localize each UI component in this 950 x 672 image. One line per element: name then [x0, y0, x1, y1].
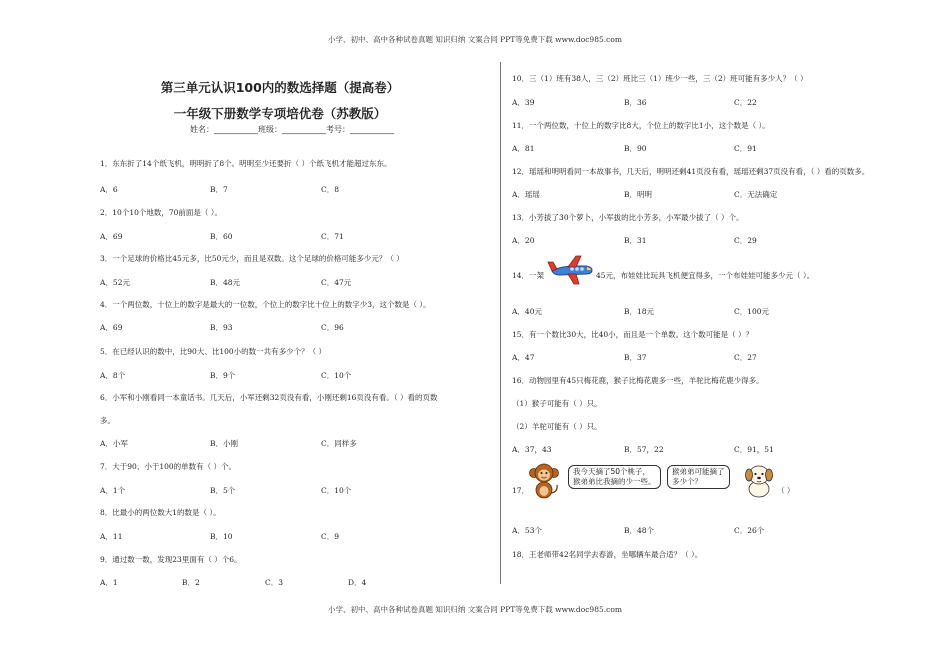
- q8-option-c: C．9: [321, 532, 340, 541]
- monkey-speech-line-1: 我今天摘了50个桃子，: [573, 467, 651, 476]
- q13-option-a: A．20: [512, 236, 535, 245]
- question-2: 2．10个10个地数，70前面是（ ）。: [100, 208, 223, 217]
- q5-option-b: B．9个: [210, 371, 236, 380]
- question-7: 7．大于90、小于100的单数有（ ）个。: [100, 462, 237, 471]
- q1-option-a: A．6: [100, 185, 118, 194]
- q12-option-c: C．无法确定: [734, 190, 778, 199]
- q1-option-c: C．8: [321, 185, 340, 194]
- question-13: 13．小芳拔了30个萝卜，小军拔的比小芳多，小军最少拔了（ ）个。: [512, 213, 744, 222]
- q5-option-c: C．10个: [321, 371, 352, 380]
- dog-speech-bubble: [667, 465, 730, 489]
- q14-option-a: A．40元: [512, 307, 542, 316]
- q9-option-d: D．4: [348, 578, 367, 587]
- student-info-line: 姓名：___________班级：___________考号：___________: [190, 125, 394, 134]
- q7-option-a: A．1个: [100, 486, 126, 495]
- question-16: 16．动物园里有45只梅花鹿，猴子比梅花鹿多一些，羊驼比梅花鹿少得多。: [512, 376, 764, 385]
- question-5: 5．在已经认识的数中，比90大、比100小的数一共有多少个？（ ）: [100, 347, 327, 356]
- q9-option-c: C．3: [265, 578, 284, 587]
- q1-option-b: B．7: [210, 185, 228, 194]
- q17-option-a: A．53个: [512, 526, 542, 535]
- question-6-cont: 多。: [100, 416, 115, 425]
- q3-option-c: C．47元: [321, 278, 352, 287]
- q14-option-b: B．18元: [624, 307, 655, 316]
- question-17-paren: （ ）: [777, 486, 795, 495]
- q16-option-c: C．91，51: [734, 445, 774, 454]
- q6-option-c: C．同样多: [321, 439, 357, 448]
- question-11: 11．一个两位数，十位上的数字比8大，个位上的数字比1小，这个数是（ ）。: [512, 121, 770, 130]
- question-18: 18．王老师带42名同学去春游，坐哪辆车最合适？（ ）。: [512, 550, 703, 559]
- question-17-label: 17．: [512, 486, 530, 495]
- page-footer: 小学、初中、高中各种试卷真题 知识归纳 文案合同 PPT等免费下载 www.doc985.com: [328, 605, 622, 614]
- question-12: 12．瑶瑶和明明看同一本故事书，几天后，明明还剩41页没有看，瑶瑶还剩37页没有看，（ ）看的页数多。: [512, 167, 870, 176]
- monkey-speech-bubble: [568, 465, 661, 489]
- question-14-end: 45元，布娃娃比玩具飞机便宜得多，一个布娃娃可能多少元（ ）。: [596, 271, 815, 280]
- question-10: 10．三（1）班有38人，三（2）班比三（1）班少一些，三（2）班可能有多少人？（ ）: [512, 74, 808, 83]
- q11-option-c: C．91: [734, 144, 757, 153]
- question-4: 4．一个两位数，十位上的数字是最大的一位数，个位上的数字比十位上的数字少3，这个数是（ ）。: [100, 300, 431, 309]
- q8-option-a: A．11: [100, 532, 123, 541]
- q13-option-b: B．31: [624, 236, 647, 245]
- toy-airplane-image: [546, 253, 594, 287]
- q11-option-b: B．90: [624, 144, 647, 153]
- q16-option-b: B．57，22: [624, 445, 664, 454]
- q17-option-b: B．48个: [624, 526, 655, 535]
- q14-option-c: C．100元: [734, 307, 770, 316]
- question-3: 3．一个足球的价格比45元多，比50元少，而且是双数。这个足球的价格可能多少元？（ ）: [100, 254, 404, 263]
- q15-option-c: C．27: [734, 353, 757, 362]
- puppy-image: [743, 462, 775, 498]
- q9-option-b: B．2: [182, 578, 200, 587]
- page-subtitle: 一年级下册数学专项培优卷（苏教版）: [173, 106, 387, 121]
- q13-option-c: C．29: [734, 236, 757, 245]
- q15-option-a: A．47: [512, 353, 535, 362]
- question-1: 1．东东折了14个纸飞机，明明折了8个。明明至少还要折（ ）个纸飞机才能超过东东。: [100, 159, 392, 168]
- q4-option-b: B．93: [210, 323, 233, 332]
- q10-option-a: A．39: [512, 98, 535, 107]
- q7-option-c: C．10个: [321, 486, 352, 495]
- q5-option-a: A．8个: [100, 371, 126, 380]
- question-9: 9．通过数一数，发现23里面有（ ）个6。: [100, 555, 242, 564]
- q9-option-a: A．1: [100, 578, 118, 587]
- question-15: 15．有一个数比30大，比40小，而且是一个单数。这个数可能是（ ）？: [512, 330, 754, 339]
- question-8: 8．比最小的两位数大1的数是（ ）。: [100, 508, 221, 517]
- q12-option-a: A．瑶瑶: [512, 190, 540, 199]
- page-header: 小学、初中、高中各种试卷真题 知识归纳 文案合同 PPT等免费下载 www.doc985.com: [328, 35, 622, 44]
- q15-option-b: B．37: [624, 353, 647, 362]
- q2-option-a: A．69: [100, 232, 123, 241]
- q7-option-b: B．5个: [210, 486, 236, 495]
- question-16-sub2: （2）羊驼可能有（ ）只。: [512, 422, 602, 431]
- question-16-sub1: （1）猴子可能有（ ）只。: [512, 399, 602, 408]
- q12-option-b: B．明明: [624, 190, 653, 199]
- q16-option-a: A．37，43: [512, 445, 552, 454]
- column-divider: [500, 62, 501, 584]
- dog-speech-line-2: 多少个？: [672, 477, 702, 486]
- q10-option-b: B．36: [624, 98, 647, 107]
- q3-option-a: A．52元: [100, 278, 130, 287]
- q4-option-c: C．96: [321, 323, 344, 332]
- monkey-image: [528, 462, 560, 500]
- q10-option-c: C．22: [734, 98, 757, 107]
- q17-option-c: C．26个: [734, 526, 765, 535]
- q2-option-b: B．60: [210, 232, 233, 241]
- q2-option-c: C．71: [321, 232, 344, 241]
- question-14-start: 14．一架: [512, 271, 545, 280]
- monkey-speech-line-2: 猴弟弟比我摘的少一些。: [573, 477, 656, 486]
- question-6: 6．小军和小刚看同一本童话书。几天后，小军还剩32页没有看，小刚还剩16页没有看。（ ）看的页数: [100, 393, 438, 402]
- q11-option-a: A．81: [512, 144, 535, 153]
- q8-option-b: B．10: [210, 532, 233, 541]
- page-title: 第三单元认识100内的数选择题（提高卷）: [160, 80, 400, 95]
- q3-option-b: B．48元: [210, 278, 241, 287]
- dog-speech-line-1: 猴弟弟可能摘了: [672, 467, 725, 476]
- q6-option-b: B．小刚: [210, 439, 239, 448]
- q6-option-a: A．小军: [100, 439, 128, 448]
- q4-option-a: A．69: [100, 323, 123, 332]
